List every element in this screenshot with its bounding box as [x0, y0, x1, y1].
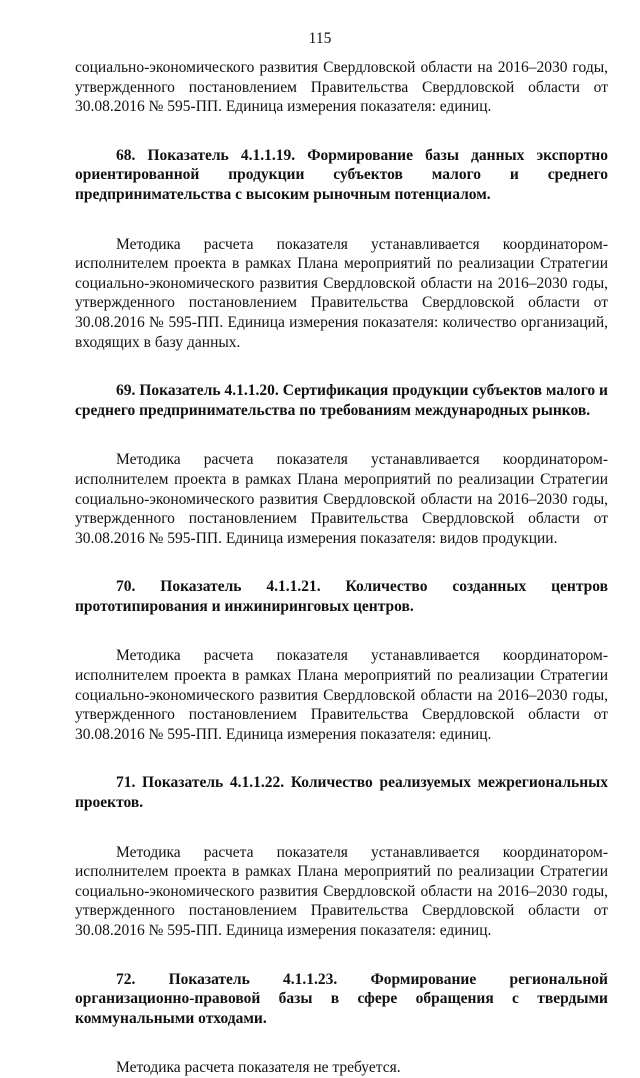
- section-68-heading: 68. Показатель 4.1.1.19. Формирование базы данных экспортно ориентированной продукции субъектов малого и среднего предпринимательства с высоким рыночным потенциалом.: [75, 146, 608, 203]
- section-71-heading: 71. Показатель 4.1.1.22. Количество реализуемых межрегиональных проектов.: [75, 774, 608, 812]
- section-69-body: Методика расчета показателя устанавливается координатором-исполнителем проекта в рамках Плана мероприятий по реализации Стратегии социально-экономического развития Свердловской области на 2016–2030 годы, утвержденного постановлением Правительства Свердловской области от 30.08.2016 № 595-ПП. Единица измерения показателя: видов продукции.: [75, 451, 608, 547]
- section-71-body: Методика расчета показателя устанавливается координатором-исполнителем проекта в рамках Плана мероприятий по реализации Стратегии социально-экономического развития Свердловской области на 2016–2030 годы, утвержденного постановлением Правительства Свердловской области от 30.08.2016 № 595-ПП. Единица измерения показателя: единиц.: [75, 843, 608, 939]
- section-70-body: Методика расчета показателя устанавливается координатором-исполнителем проекта в рамках Плана мероприятий по реализации Стратегии социально-экономического развития Свердловской области на 2016–2030 годы, утвержденного постановлением Правительства Свердловской области от 30.08.2016 № 595-ПП. Единица измерения показателя: единиц.: [75, 647, 608, 743]
- intro-paragraph: социально-экономического развития Свердловской области на 2016–2030 годы, утвержденного постановлением Правительства Свердловской области от 30.08.2016 № 595-ПП. Единица измерения показателя: единиц.: [75, 59, 608, 116]
- page-number: 115: [308, 30, 332, 47]
- section-72-body: Методика расчета показателя не требуется.: [116, 1059, 401, 1077]
- section-69-heading: 69. Показатель 4.1.1.20. Сертификация продукции субъектов малого и среднего предпринимательства по требованиям международных рынков.: [75, 382, 608, 419]
- section-72-heading: 72. Показатель 4.1.1.23. Формирование региональной организационно-правовой базы в сфере обращения с твердыми коммунальными отходами.: [75, 970, 608, 1027]
- section-70-heading: 70. Показатель 4.1.1.21. Количество созданных центров прототипирования и инжиниринговых центров.: [75, 578, 608, 615]
- document-body: [75, 58, 608, 1078]
- section-68-body: Методика расчета показателя устанавливается координатором-исполнителем проекта в рамках Плана мероприятий по реализации Стратегии социально-экономического развития Свердловской области на 2016–2030 годы, утвержденного постановлением Правительства Свердловской области от 30.08.2016 № 595-ПП. Единица измерения показателя: количество организаций, входящих в базу данных.: [75, 235, 608, 351]
